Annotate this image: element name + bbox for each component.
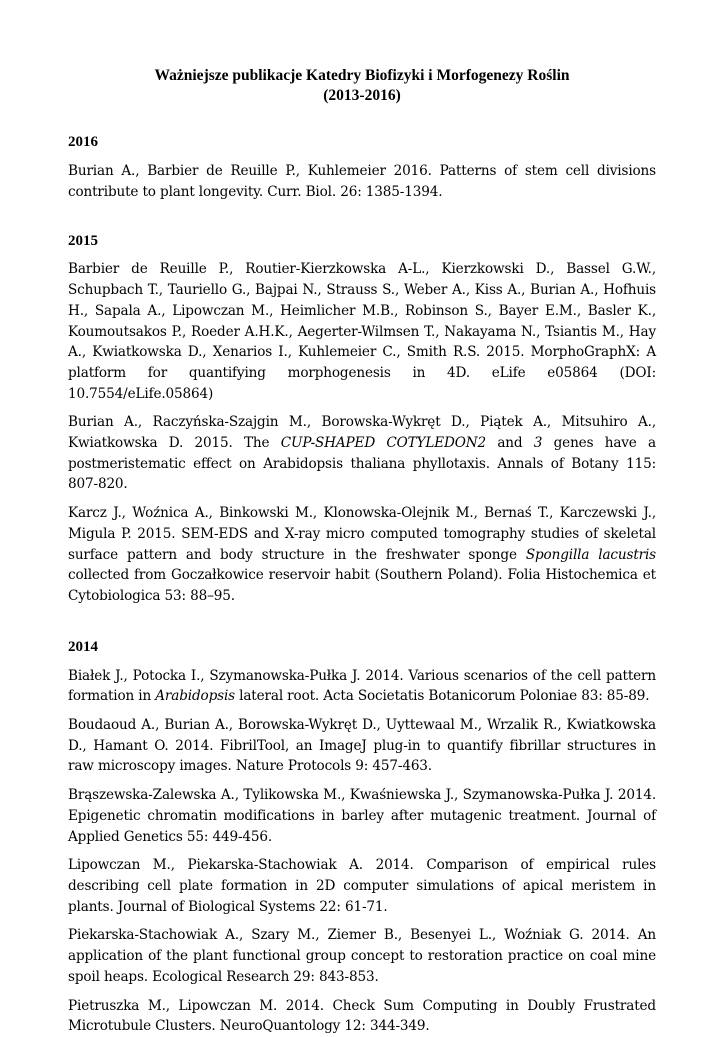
entry-text: Burian A., Barbier de Reuille P., Kuhlemeier 2016. Patterns of stem cell divisions contribute to plant longevity. Curr. Biol. 26: 1385-1394. xyxy=(68,163,656,200)
entry-text: Pietruszka M., Lipowczan M. 2014. Check Sum Computing in Doubly Frustrated Microtubule Clusters. NeuroQuantology 12: 344-349. xyxy=(68,997,656,1035)
section-year-heading: 2014 xyxy=(68,638,98,655)
section-entries xyxy=(68,259,656,606)
publication-entry xyxy=(68,161,656,202)
document-page xyxy=(68,66,656,1037)
italic-text: Arabidopsis xyxy=(155,688,235,705)
entry-text: and xyxy=(486,435,534,452)
title-line-1: Ważniejsze publikacje Katedry Biofizyki i Morfogenezy Roślin xyxy=(154,67,570,84)
entry-text: collected from Goczałkowice reservoir habit (Southern Poland). Folia Histochemica et Cytobiologica 53: 88–95. xyxy=(68,567,656,604)
publication-entry xyxy=(68,666,656,707)
publication-entry xyxy=(68,996,656,1037)
publication-entry xyxy=(68,855,656,917)
entry-text: Barbier de Reuille P., Routier-Kierzkowska A-L., Kierzkowski D., Bassel G.W., Schupbach T., Tauriello G., Bajpai N., Strauss S., Weber A., Kiss A., Burian A., Hofhuis H., Sapala A., Lipowczan M., Heimlicher M.B., Robinson S., Bayer E.M., Basler K., Koumoutsakos P., Roeder A.H.K., Aegerter-Wilmsen T., Nakayama N., Tsiantis M., Hay A., Kwiatkowska D., Xenarios I., Kuhlemeier C., Smith R.S. 2015. MorphoGraphX: A platform for quantifying morphogenesis in 4D. eLife e05864 (DOI: 10.7554/eLife.05864) xyxy=(68,261,656,402)
section-entries xyxy=(68,161,656,202)
italic-text: Spongilla lacustris xyxy=(525,546,657,563)
section-year-heading: 2015 xyxy=(68,233,98,250)
publication-entry xyxy=(68,503,656,607)
section-year-heading: 2016 xyxy=(68,134,98,150)
entry-text: Piekarska-Stachowiak A., Szary M., Ziemer B., Besenyei L., Woźniak G. 2014. An application of the plant functional group concept to restoration practice on coal mine spoil heaps. Ecological Research 29: 843-853. xyxy=(68,927,656,985)
entry-text: Karcz J., Woźnica A., Binkowski M., Klonowska-Olejnik M., Bernaś T., Karczewski J., Migula P. 2015. SEM-EDS and X-ray micro computed tomography studies of skeletal surface pattern and body structure in the freshwater sponge xyxy=(68,505,656,563)
publication-entry xyxy=(68,412,656,495)
entry-text: lateral root. Acta Societatis Botanicorum Poloniae 83: 85-89. xyxy=(234,688,650,705)
section-entries xyxy=(68,666,656,1037)
entry-text: Burian A., Raczyńska-Szajgin M., Borowska-Wykręt D., Piątek A., Mitsuhiro A., Kwiatkowska D. 2015. The xyxy=(68,414,656,452)
section-2016 xyxy=(68,132,656,202)
entry-text: Lipowczan M., Piekarska-Stachowiak A. 2014. Comparison of empirical rules describing cell plate formation in 2D computer simulations of apical meristem in plants. Journal of Biological Systems 22: 61-71. xyxy=(68,857,656,915)
entry-text: genes have a postmeristematic effect on Arabidopsis thaliana phyllotaxis. Annals of Botany 115: 807-820. xyxy=(68,435,656,493)
section-2014 xyxy=(68,637,656,1037)
entry-text: Brąszewska-Zalewska A., Tylikowska M., Kwaśniewska J., Szymanowska-Pułka J. 2014. Epigenetic chromatin modifications in barley after mutagenic treatment. Journal of Applied Genetics 55: 449-456. xyxy=(68,787,656,845)
entry-text: Białek J., Potocka I., Szymanowska-Pułka J. 2014. Various scenarios of the cell pattern formation in xyxy=(68,667,656,705)
publication-entry xyxy=(68,259,656,404)
italic-text: CUP-SHAPED COTYLEDON2 xyxy=(280,435,487,452)
entry-text: Boudaoud A., Burian A., Borowska-Wykręt D., Uyttewaal M., Wrzalik R., Kwiatkowska D., Hamant O. 2014. FibrilTool, an ImageJ plug-in to quantify fibrillar structures in raw microscopy images. Nature Protocols 9: 457-463. xyxy=(68,717,656,775)
publication-entry xyxy=(68,715,656,777)
page-title xyxy=(68,66,656,106)
publication-entry xyxy=(68,925,656,987)
italic-text: 3 xyxy=(533,435,543,452)
section-2015 xyxy=(68,231,656,606)
publication-entry xyxy=(68,785,656,847)
title-line-2: (2013-2016) xyxy=(323,87,401,104)
